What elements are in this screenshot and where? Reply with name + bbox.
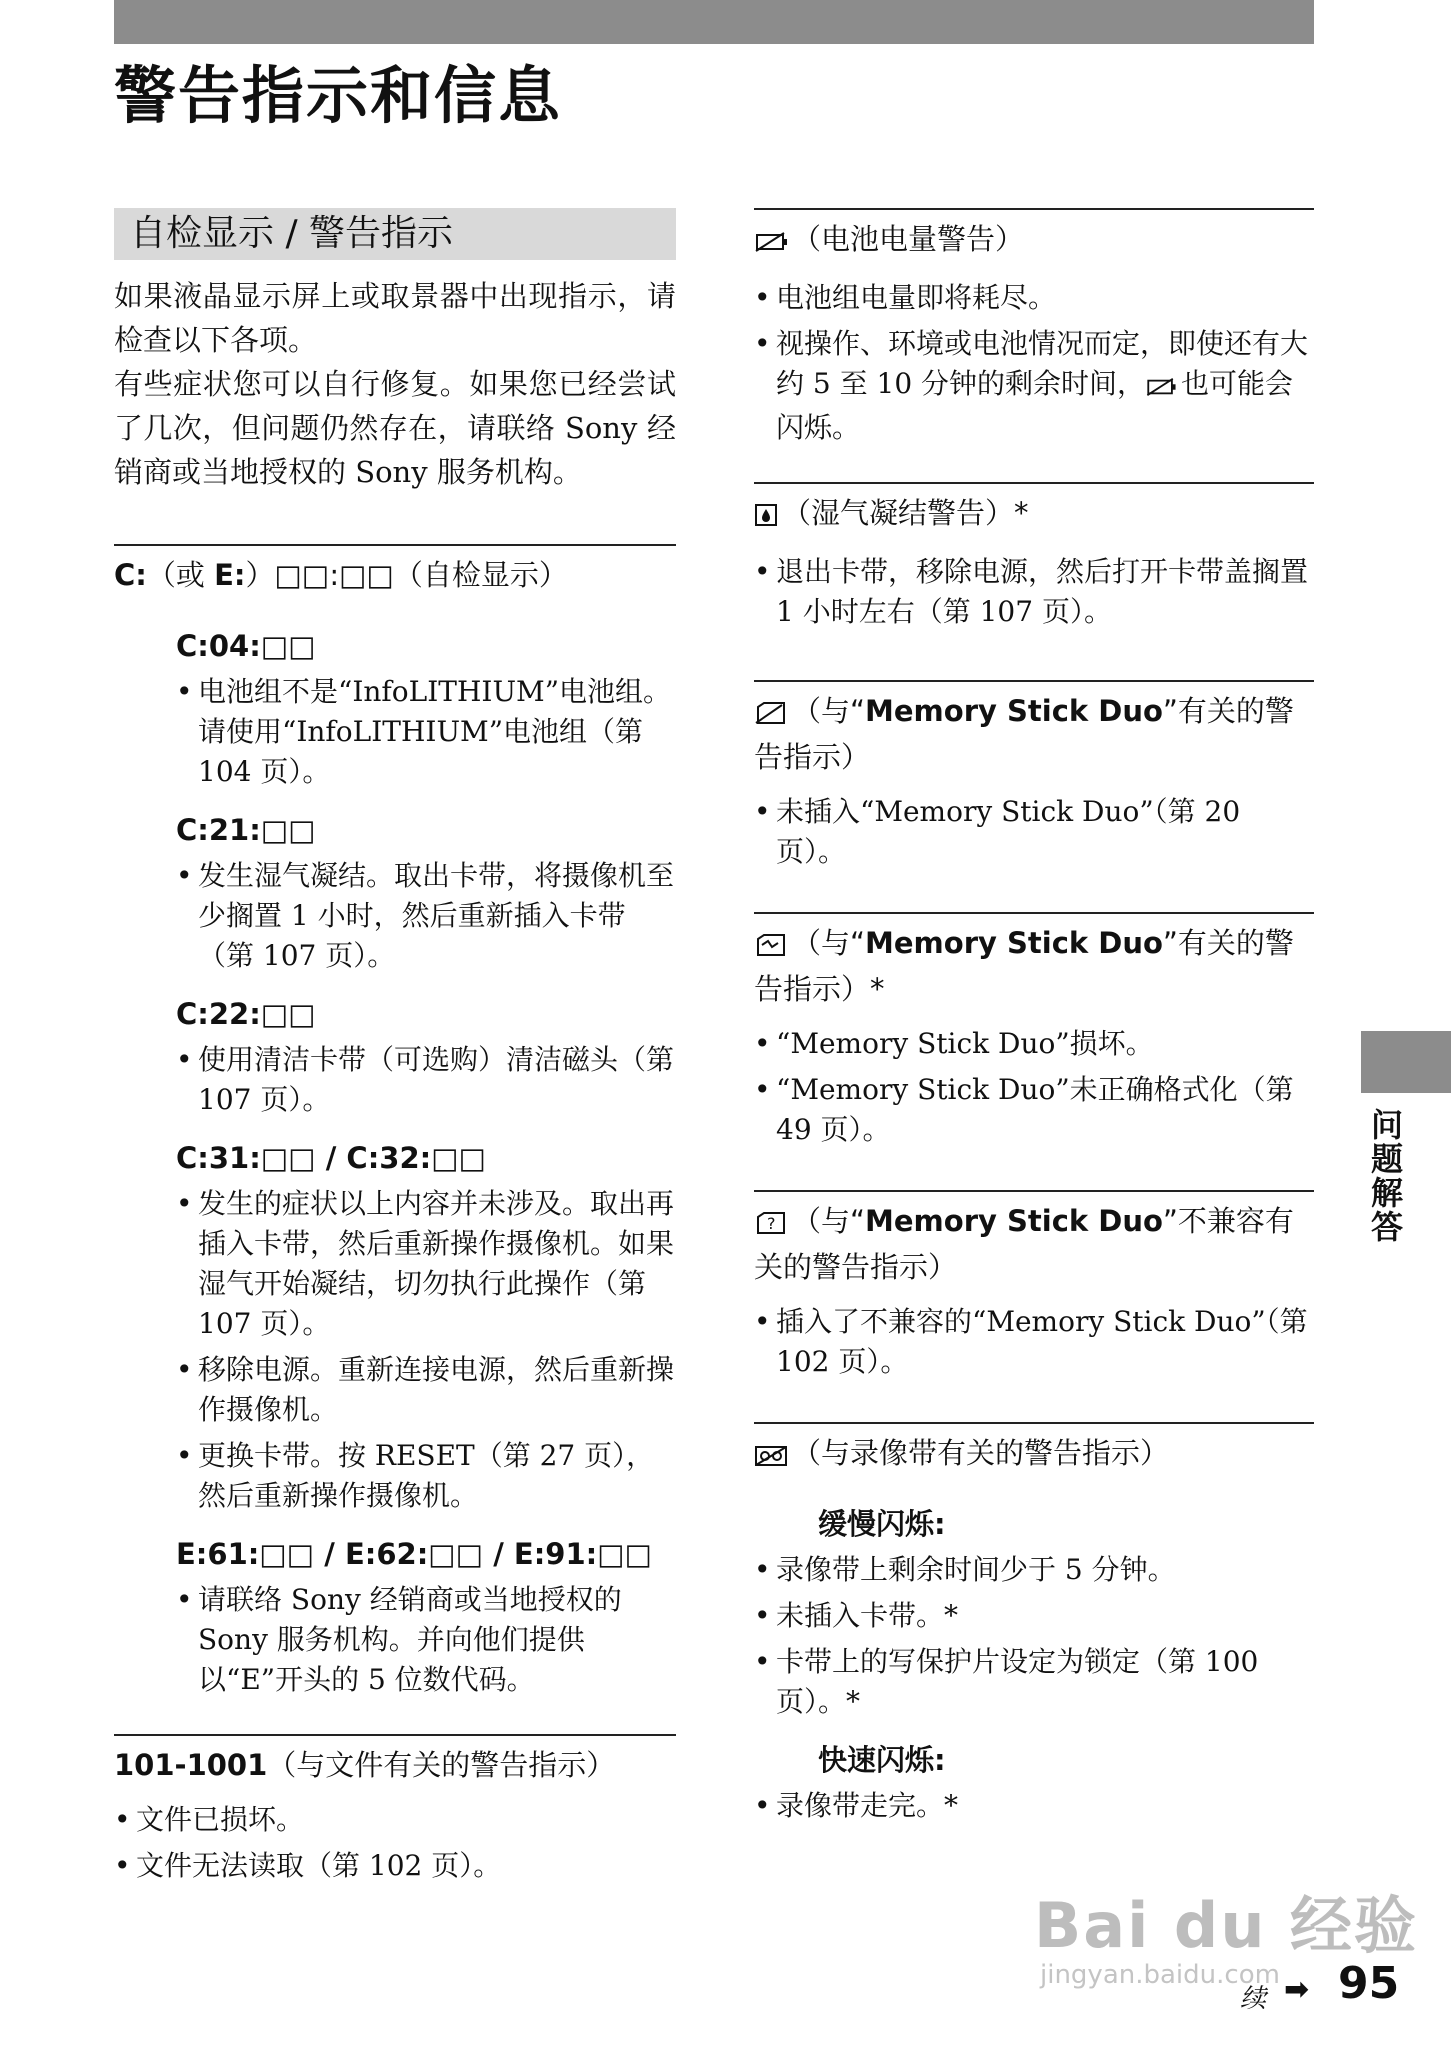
- list-item: • 电池组电量即将耗尽。: [754, 278, 1314, 318]
- divider: [754, 1422, 1314, 1424]
- code-c31-c32: C:31:□□ / C:32:□□: [176, 1141, 487, 1175]
- list-item: • 使用清洁卡带（可选购）清洁磁头（第 107 页）。: [176, 1040, 676, 1120]
- list-item: • 文件已损坏。: [114, 1800, 676, 1840]
- watermark-url: jingyan.baidu.com: [1040, 1960, 1280, 1990]
- divider: [754, 1190, 1314, 1192]
- side-tab-label: 问题解答: [1366, 1108, 1404, 1244]
- divider: [754, 208, 1314, 210]
- battery-low-icon: [754, 222, 788, 264]
- svg-text:?: ?: [767, 1214, 776, 1233]
- tape-warning-heading: （与录像带有关的警告指示）: [754, 1432, 1314, 1478]
- selfcheck-heading: C:（或 E:）□□:□□（自检显示）: [114, 558, 568, 592]
- selfcheck-codes: [176, 626, 676, 1700]
- list-item: • 插入了不兼容的“Memory Stick Duo”（第 102 页）。: [754, 1302, 1314, 1382]
- right-column: [754, 208, 1314, 1832]
- section-title: 自检显示 / 警告指示: [114, 208, 676, 260]
- divider: [754, 912, 1314, 914]
- memory-stick-damaged-heading: （与“Memory Stick Duo”有关的警告指示）*: [754, 926, 1294, 1006]
- list-item: • 未插入“Memory Stick Duo”（第 20 页）。: [754, 792, 1314, 872]
- memory-stick-damaged-icon: [754, 926, 788, 968]
- divider: [754, 482, 1314, 484]
- intro-paragraph-2: 有些症状您可以自行修复。如果您已经尝试了几次，但问题仍然存在，请联络 Sony 经销商或当地授权的 Sony 服务机构。: [114, 367, 676, 489]
- list-item: • 请联络 Sony 经销商或当地授权的 Sony 服务机构。并向他们提供以“E”开头的 5 位数代码。: [176, 1580, 676, 1700]
- code-c04: C:04:□□: [176, 629, 316, 663]
- fast-blink-label: 快速闪烁:: [818, 1743, 946, 1777]
- list-item: • 录像带走完。*: [754, 1786, 1314, 1826]
- continued-arrow-icon: ➡: [1284, 1972, 1310, 2007]
- list-item: • 电池组不是“InfoLITHIUM”电池组。请使用“InfoLITHIUM”电池组（第 104 页）。: [176, 672, 676, 792]
- divider: [114, 1734, 676, 1736]
- list-item: • 发生湿气凝结。取出卡带，将摄像机至少搁置 1 小时，然后重新插入卡带（第 107 页）。: [176, 856, 676, 976]
- header-bar: [114, 0, 1314, 44]
- code-c21: C:21:□□: [176, 813, 316, 847]
- watermark-brand: Bai du 经验: [1034, 1889, 1419, 1962]
- side-tab-marker: [1361, 1031, 1451, 1093]
- list-item: • 录像带上剩余时间少于 5 分钟。: [754, 1550, 1314, 1590]
- file-warning-heading: 101-1001（与文件有关的警告指示）: [114, 1748, 616, 1782]
- page-title: 警告指示和信息: [114, 59, 563, 132]
- memory-stick-incompatible-icon: [754, 1204, 788, 1246]
- list-item: • “Memory Stick Duo”未正确格式化（第 49 页）。: [754, 1070, 1314, 1150]
- list-item: • 卡带上的写保护片设定为锁定（第 100 页）。*: [754, 1642, 1314, 1722]
- continued-label: 续: [1240, 1984, 1267, 2014]
- memory-stick-missing-icon: [754, 694, 788, 736]
- code-e61-e62-e91: E:61:□□ / E:62:□□ / E:91:□□: [176, 1537, 653, 1571]
- list-item: • “Memory Stick Duo”损坏。: [754, 1024, 1314, 1064]
- page-number: 95: [1338, 1958, 1400, 2009]
- divider: [754, 680, 1314, 682]
- condensation-icon: [754, 496, 778, 538]
- list-item: • 更换卡带。按 RESET（第 27 页），然后重新操作摄像机。: [176, 1436, 676, 1516]
- code-c22: C:22:□□: [176, 997, 316, 1031]
- list-item: • 发生的症状以上内容并未涉及。取出再插入卡带，然后重新操作摄像机。如果湿气开始凝结，切勿执行此操作（第 107 页）。: [176, 1184, 676, 1344]
- battery-low-icon: [1145, 368, 1177, 408]
- list-item: • 移除电源。重新连接电源，然后重新操作摄像机。: [176, 1350, 676, 1430]
- list-item: • 退出卡带，移除电源，然后打开卡带盖搁置 1 小时左右（第 107 页）。: [754, 552, 1314, 632]
- list-item: • 未插入卡带。*: [754, 1596, 1314, 1636]
- memory-stick-incompatible-heading: ? （与“Memory Stick Duo”不兼容有关的警告指示）: [754, 1204, 1294, 1284]
- slow-blink-label: 缓慢闪烁:: [818, 1507, 946, 1541]
- cassette-tape-icon: [754, 1436, 788, 1478]
- list-item: • 视操作、环境或电池情况而定，即使还有大约 5 至 10 分钟的剩余时间， 也可能会闪烁。: [754, 324, 1314, 448]
- battery-warning-heading: （电池电量警告）: [754, 218, 1314, 264]
- left-column: [114, 208, 676, 1892]
- list-item: • 文件无法读取（第 102 页）。: [114, 1846, 676, 1886]
- divider: [114, 544, 676, 546]
- intro-paragraph-1: 如果液晶显示屏上或取景器中出现指示，请检查以下各项。: [114, 279, 676, 357]
- condensation-warning-heading: （湿气凝结警告）*: [754, 492, 1314, 538]
- memory-stick-warning-heading: （与“Memory Stick Duo”有关的警告指示）: [754, 694, 1294, 774]
